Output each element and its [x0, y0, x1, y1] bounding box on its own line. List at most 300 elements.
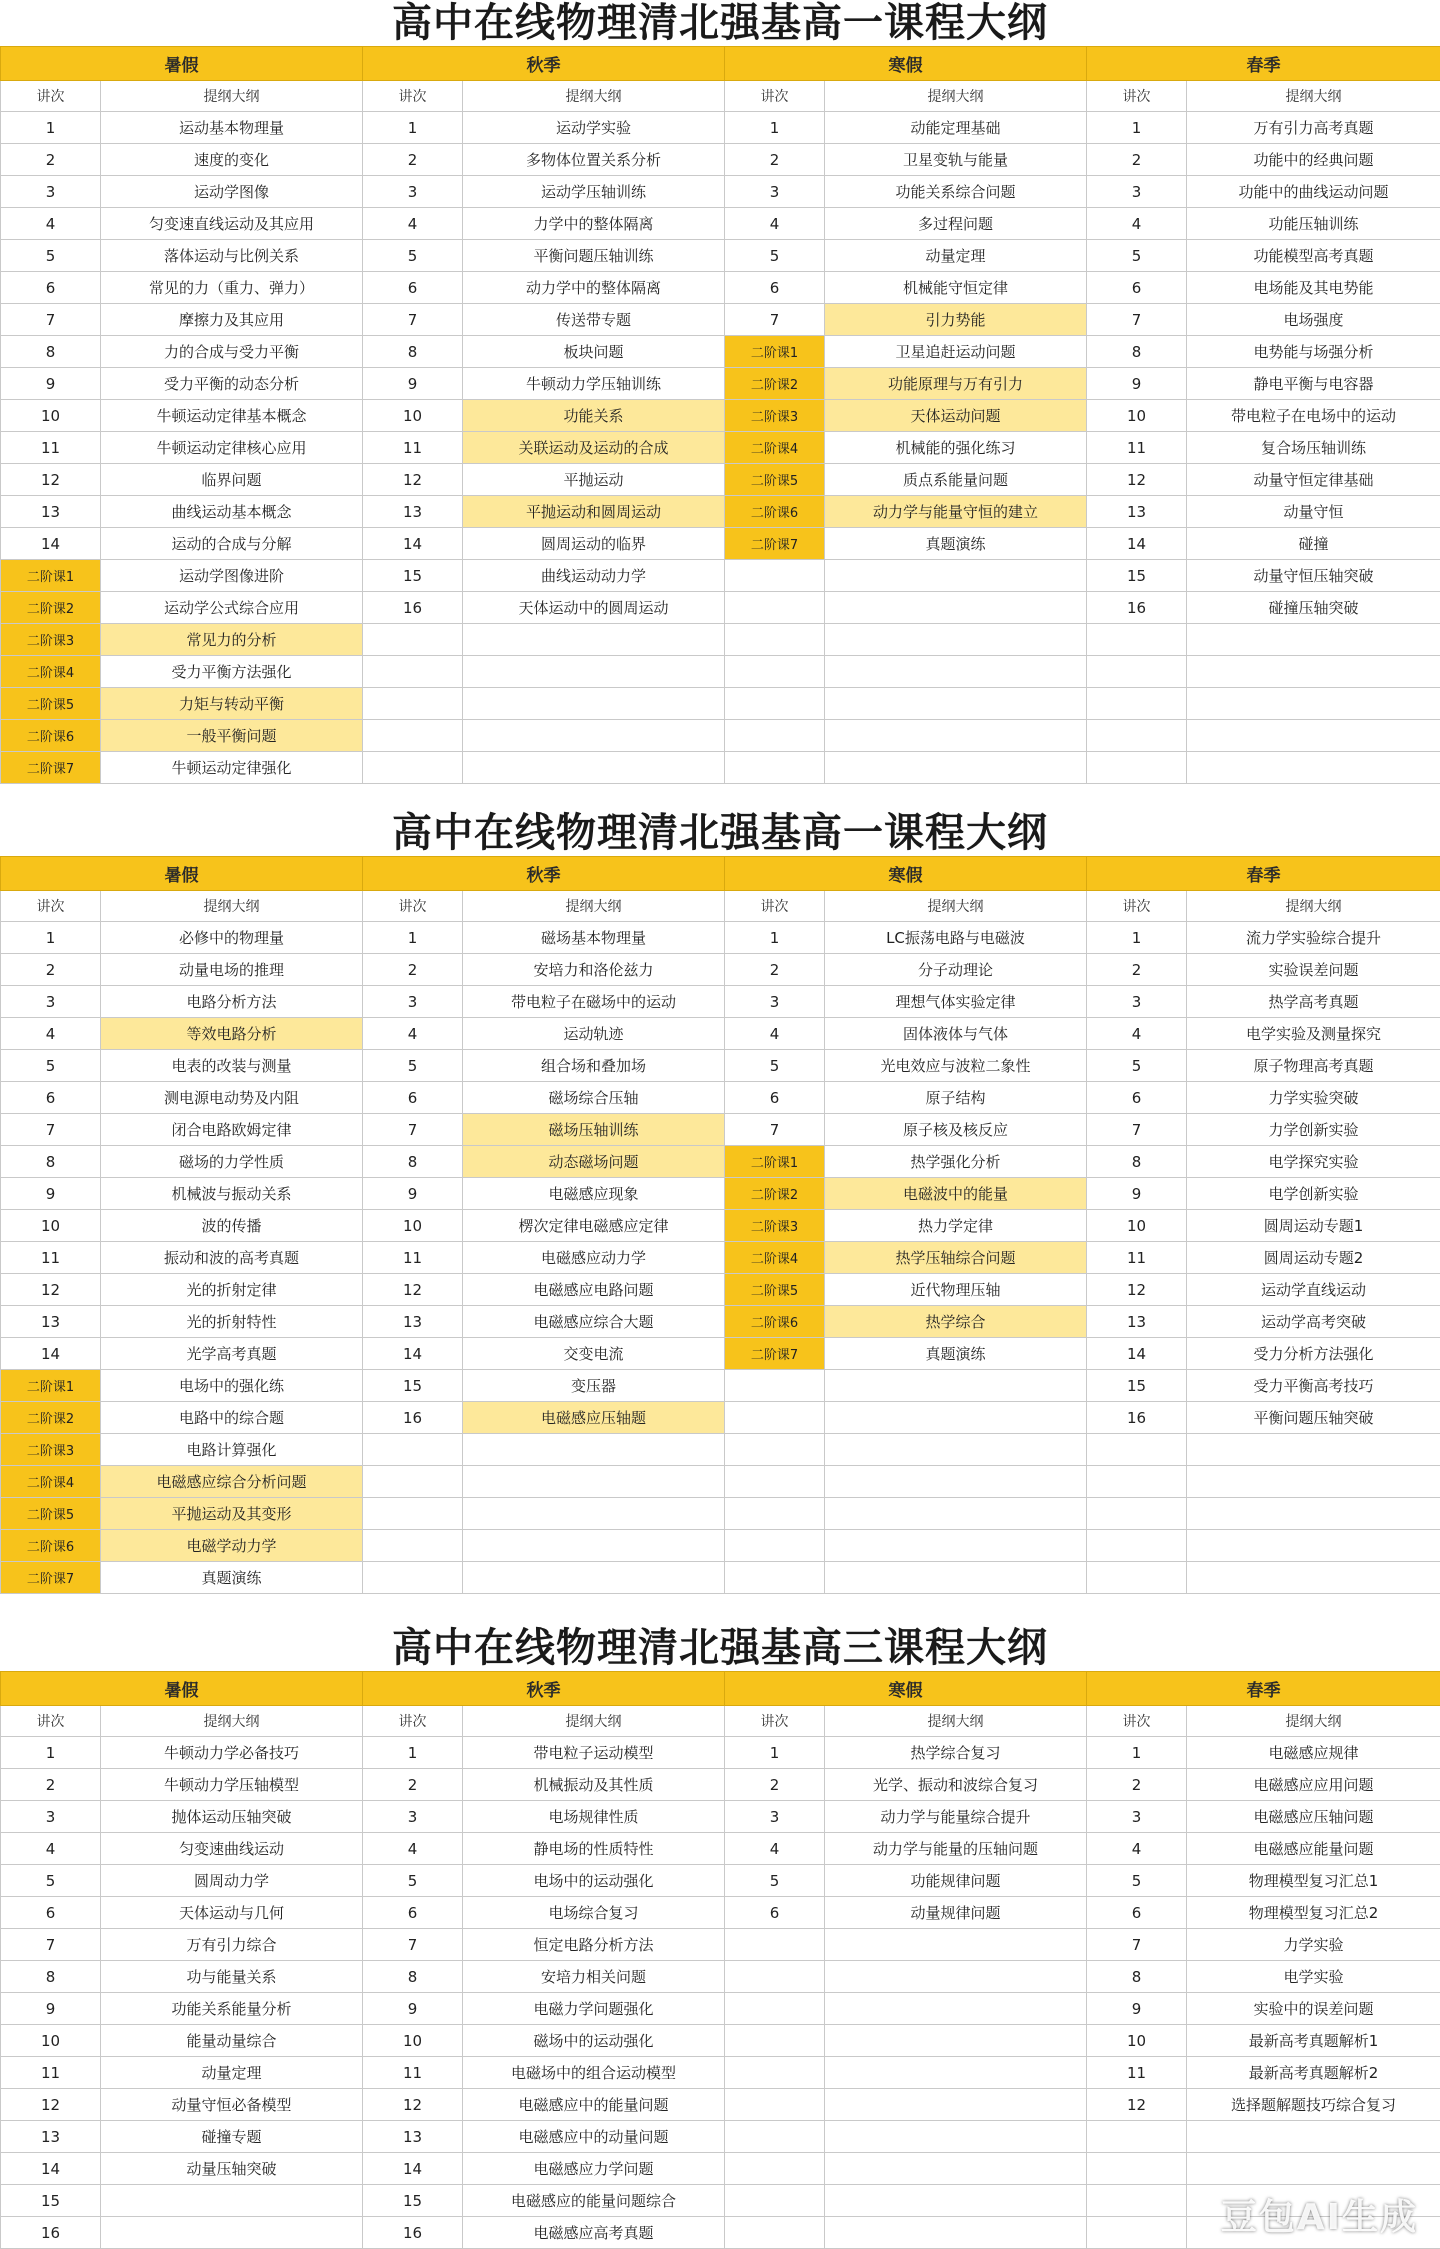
lesson-topic: 组合场和叠加场	[463, 1050, 725, 1082]
lesson-topic	[825, 1562, 1087, 1594]
lesson-topic: 力学实验	[1187, 1929, 1440, 1961]
lesson-number	[363, 688, 463, 720]
course-section	[0, 0, 1440, 784]
lesson-number	[1087, 656, 1187, 688]
lesson-number: 5	[725, 1050, 825, 1082]
lesson-number: 3	[725, 1801, 825, 1833]
lesson-number: 二阶课3	[725, 1210, 825, 1242]
lesson-topic: 功与能量关系	[101, 1961, 363, 1993]
lesson-number: 3	[725, 986, 825, 1018]
lesson-topic: 牛顿运动定律强化	[101, 752, 363, 784]
lesson-number: 6	[1, 272, 101, 304]
lesson-number: 11	[1087, 2057, 1187, 2089]
lesson-number	[725, 1466, 825, 1498]
lesson-topic: 抛体运动压轴突破	[101, 1801, 363, 1833]
lesson-number: 9	[363, 1178, 463, 1210]
lesson-topic	[463, 656, 725, 688]
column-header-num: 讲次	[1, 1706, 101, 1737]
lesson-number: 1	[1, 112, 101, 144]
lesson-number: 12	[1, 464, 101, 496]
lesson-topic: 热学强化分析	[825, 1146, 1087, 1178]
lesson-number: 13	[1, 496, 101, 528]
lesson-topic: 动量守恒压轴突破	[1187, 560, 1440, 592]
season-header: 秋季	[363, 857, 725, 891]
column-header-num: 讲次	[725, 1706, 825, 1737]
lesson-topic: 光学高考真题	[101, 1338, 363, 1370]
table-row	[1, 1018, 1440, 1050]
lesson-topic: 板块问题	[463, 336, 725, 368]
table-row	[1, 1402, 1440, 1434]
lesson-number	[725, 1961, 825, 1993]
lesson-number: 14	[1, 1338, 101, 1370]
table-row	[1, 1562, 1440, 1594]
table-row	[1, 304, 1440, 336]
column-header-topic: 提纲大纲	[1187, 891, 1440, 922]
lesson-topic	[1187, 1498, 1440, 1530]
lesson-number	[1087, 688, 1187, 720]
lesson-number: 11	[1, 2057, 101, 2089]
lesson-number	[725, 1929, 825, 1961]
lesson-number: 7	[1, 1114, 101, 1146]
lesson-topic: 近代物理压轴	[825, 1274, 1087, 1306]
lesson-number: 11	[1087, 432, 1187, 464]
lesson-number: 4	[1, 1833, 101, 1865]
lesson-number: 3	[1, 176, 101, 208]
lesson-number: 10	[363, 2025, 463, 2057]
lesson-number	[363, 1498, 463, 1530]
table-row	[1, 496, 1440, 528]
lesson-topic	[1187, 720, 1440, 752]
lesson-topic: 楞次定律电磁感应定律	[463, 1210, 725, 1242]
lesson-number: 7	[1087, 304, 1187, 336]
lesson-topic: 圆周运动的临界	[463, 528, 725, 560]
lesson-topic: 运动学公式综合应用	[101, 592, 363, 624]
lesson-number	[725, 1530, 825, 1562]
lesson-topic: 多过程问题	[825, 208, 1087, 240]
season-header-row	[1, 857, 1440, 891]
lesson-topic: 变压器	[463, 1370, 725, 1402]
lesson-number: 9	[1, 368, 101, 400]
lesson-topic	[1187, 1466, 1440, 1498]
lesson-topic: 运动轨迹	[463, 1018, 725, 1050]
lesson-number	[1087, 2217, 1187, 2249]
season-header: 春季	[1087, 47, 1440, 81]
table-row	[1, 1114, 1440, 1146]
lesson-topic	[1187, 624, 1440, 656]
lesson-topic: 运动学直线运动	[1187, 1274, 1440, 1306]
lesson-number: 2	[363, 144, 463, 176]
column-header-topic: 提纲大纲	[463, 891, 725, 922]
lesson-topic: 电磁感应压轴题	[463, 1402, 725, 1434]
table-row	[1, 1146, 1440, 1178]
lesson-topic: 牛顿动力学压轴模型	[101, 1769, 363, 1801]
lesson-number: 二阶课1	[1, 560, 101, 592]
lesson-number: 13	[1, 1306, 101, 1338]
lesson-topic: 磁场压轴训练	[463, 1114, 725, 1146]
lesson-number	[1087, 2185, 1187, 2217]
lesson-topic	[101, 2185, 363, 2217]
lesson-number: 15	[1087, 1370, 1187, 1402]
lesson-number: 14	[1, 528, 101, 560]
lesson-topic: 牛顿动力学必备技巧	[101, 1737, 363, 1769]
lesson-number: 3	[1087, 986, 1187, 1018]
lesson-topic: 光电效应与波粒二象性	[825, 1050, 1087, 1082]
lesson-topic: 碰撞	[1187, 528, 1440, 560]
lesson-number: 5	[725, 240, 825, 272]
lesson-number: 7	[1, 1929, 101, 1961]
lesson-topic: 平抛运动及其变形	[101, 1498, 363, 1530]
lesson-number: 二阶课7	[725, 1338, 825, 1370]
lesson-topic: 闭合电路欧姆定律	[101, 1114, 363, 1146]
lesson-topic: 电磁感应应用问题	[1187, 1769, 1440, 1801]
table-row	[1, 1338, 1440, 1370]
column-header-topic: 提纲大纲	[1187, 1706, 1440, 1737]
lesson-number: 1	[1087, 112, 1187, 144]
lesson-topic: 功能中的经典问题	[1187, 144, 1440, 176]
lesson-topic: 天体运动与几何	[101, 1897, 363, 1929]
lesson-topic: 匀变速曲线运动	[101, 1833, 363, 1865]
lesson-topic	[1187, 688, 1440, 720]
season-header: 寒假	[725, 1672, 1087, 1706]
lesson-topic: 动能定理基础	[825, 112, 1087, 144]
lesson-number: 7	[725, 1114, 825, 1146]
lesson-number: 12	[363, 1274, 463, 1306]
lesson-topic: LC振荡电路与电磁波	[825, 922, 1087, 954]
table-row	[1, 1274, 1440, 1306]
lesson-number: 13	[1, 2121, 101, 2153]
lesson-number	[725, 1498, 825, 1530]
lesson-topic: 受力平衡方法强化	[101, 656, 363, 688]
lesson-number: 8	[1087, 1961, 1187, 1993]
lesson-number: 14	[363, 1338, 463, 1370]
lesson-topic: 真题演练	[825, 528, 1087, 560]
lesson-topic	[1187, 1434, 1440, 1466]
lesson-number: 二阶课6	[725, 1306, 825, 1338]
lesson-topic: 平衡问题压轴训练	[463, 240, 725, 272]
lesson-topic	[825, 720, 1087, 752]
lesson-topic: 物理模型复习汇总2	[1187, 1897, 1440, 1929]
lesson-number: 1	[725, 112, 825, 144]
lesson-number	[1087, 752, 1187, 784]
lesson-number	[363, 1530, 463, 1562]
lesson-topic: 带电粒子在电场中的运动	[1187, 400, 1440, 432]
lesson-topic: 动态磁场问题	[463, 1146, 725, 1178]
lesson-topic: 必修中的物理量	[101, 922, 363, 954]
lesson-number: 二阶课4	[725, 432, 825, 464]
lesson-number: 1	[725, 1737, 825, 1769]
lesson-topic: 热力学定律	[825, 1210, 1087, 1242]
column-header-num: 讲次	[1, 891, 101, 922]
lesson-topic: 光的折射定律	[101, 1274, 363, 1306]
lesson-topic: 热学压轴综合问题	[825, 1242, 1087, 1274]
lesson-number: 2	[1087, 954, 1187, 986]
lesson-number: 10	[1, 2025, 101, 2057]
lesson-topic: 原子结构	[825, 1082, 1087, 1114]
lesson-number: 2	[725, 144, 825, 176]
lesson-number: 8	[363, 336, 463, 368]
column-header-topic: 提纲大纲	[463, 81, 725, 112]
table-row	[1, 1801, 1440, 1833]
lesson-topic: 动量电场的推理	[101, 954, 363, 986]
lesson-number: 7	[1, 304, 101, 336]
lesson-topic: 运动学压轴训练	[463, 176, 725, 208]
lesson-topic: 运动学高考突破	[1187, 1306, 1440, 1338]
lesson-topic: 振动和波的高考真题	[101, 1242, 363, 1274]
lesson-number: 二阶课6	[1, 720, 101, 752]
lesson-number	[1087, 2121, 1187, 2153]
lesson-topic: 电磁感应的能量问题综合	[463, 2185, 725, 2217]
lesson-number: 6	[363, 1082, 463, 1114]
lesson-topic	[825, 2121, 1087, 2153]
column-header-topic: 提纲大纲	[101, 1706, 363, 1737]
lesson-number: 12	[1087, 464, 1187, 496]
lesson-number: 13	[1087, 1306, 1187, 1338]
table-row	[1, 2121, 1440, 2153]
lesson-number	[363, 720, 463, 752]
lesson-number: 1	[1087, 1737, 1187, 1769]
lesson-topic: 复合场压轴训练	[1187, 432, 1440, 464]
lesson-number: 8	[1, 1961, 101, 1993]
column-header-topic: 提纲大纲	[1187, 81, 1440, 112]
lesson-number: 2	[1, 954, 101, 986]
lesson-topic: 引力势能	[825, 304, 1087, 336]
lesson-topic: 机械振动及其性质	[463, 1769, 725, 1801]
lesson-topic	[1187, 1562, 1440, 1594]
table-row	[1, 432, 1440, 464]
lesson-topic: 磁场中的运动强化	[463, 2025, 725, 2057]
lesson-number	[725, 1993, 825, 2025]
lesson-number: 8	[363, 1146, 463, 1178]
lesson-number: 二阶课3	[1, 624, 101, 656]
lesson-number: 3	[1087, 1801, 1187, 1833]
lesson-topic: 运动基本物理量	[101, 112, 363, 144]
lesson-number	[1087, 2153, 1187, 2185]
lesson-topic	[1187, 656, 1440, 688]
lesson-topic	[825, 2153, 1087, 2185]
lesson-topic: 电学探究实验	[1187, 1146, 1440, 1178]
table-row	[1, 560, 1440, 592]
section-title: 高中在线物理清北强基高一课程大纲	[0, 0, 1440, 46]
table-row	[1, 1833, 1440, 1865]
lesson-number: 13	[363, 496, 463, 528]
lesson-number: 3	[1, 986, 101, 1018]
table-row	[1, 272, 1440, 304]
lesson-topic: 运动学图像	[101, 176, 363, 208]
course-section	[0, 1625, 1440, 2249]
lesson-number: 11	[363, 432, 463, 464]
lesson-number: 12	[1087, 2089, 1187, 2121]
lesson-topic: 匀变速直线运动及其应用	[101, 208, 363, 240]
lesson-topic: 动量守恒定律基础	[1187, 464, 1440, 496]
lesson-topic: 质点系能量问题	[825, 464, 1087, 496]
lesson-topic	[463, 1434, 725, 1466]
lesson-topic: 电路计算强化	[101, 1434, 363, 1466]
lesson-number: 1	[363, 112, 463, 144]
lesson-topic: 力学实验突破	[1187, 1082, 1440, 1114]
lesson-number: 5	[1087, 1050, 1187, 1082]
lesson-number: 6	[363, 1897, 463, 1929]
lesson-number: 11	[1, 1242, 101, 1274]
lesson-number: 3	[1087, 176, 1187, 208]
lesson-topic: 磁场综合压轴	[463, 1082, 725, 1114]
table-row	[1, 720, 1440, 752]
season-header: 春季	[1087, 857, 1440, 891]
lesson-topic: 电磁感应现象	[463, 1178, 725, 1210]
column-header-num: 讲次	[1087, 81, 1187, 112]
table-row	[1, 2089, 1440, 2121]
lesson-number: 6	[1087, 1897, 1187, 1929]
lesson-topic: 天体运动问题	[825, 400, 1087, 432]
lesson-number: 二阶课6	[1, 1530, 101, 1562]
lesson-number: 7	[363, 1929, 463, 1961]
lesson-number: 二阶课7	[1, 752, 101, 784]
lesson-number: 5	[1, 1050, 101, 1082]
syllabus-table	[0, 856, 1440, 1594]
lesson-number: 5	[1087, 1865, 1187, 1897]
lesson-topic: 力矩与转动平衡	[101, 688, 363, 720]
lesson-number	[725, 2217, 825, 2249]
lesson-topic: 实验中的误差问题	[1187, 1993, 1440, 2025]
lesson-topic: 摩擦力及其应用	[101, 304, 363, 336]
lesson-topic: 电磁感应高考真题	[463, 2217, 725, 2249]
season-header: 暑假	[1, 47, 363, 81]
lesson-topic: 受力平衡的动态分析	[101, 368, 363, 400]
column-header-topic: 提纲大纲	[825, 1706, 1087, 1737]
lesson-topic: 分子动理论	[825, 954, 1087, 986]
lesson-topic: 动量守恒	[1187, 496, 1440, 528]
lesson-topic: 动量守恒必备模型	[101, 2089, 363, 2121]
lesson-number: 6	[1087, 1082, 1187, 1114]
table-row	[1, 986, 1440, 1018]
lesson-topic: 真题演练	[825, 1338, 1087, 1370]
season-header: 暑假	[1, 857, 363, 891]
lesson-topic: 最新高考真题解析1	[1187, 2025, 1440, 2057]
lesson-number: 7	[725, 304, 825, 336]
lesson-topic: 流力学实验综合提升	[1187, 922, 1440, 954]
lesson-topic: 安培力和洛伦兹力	[463, 954, 725, 986]
season-header-row	[1, 1672, 1440, 1706]
lesson-topic: 功能压轴训练	[1187, 208, 1440, 240]
lesson-number: 16	[1, 2217, 101, 2249]
lesson-topic	[1187, 2153, 1440, 2185]
lesson-number	[725, 2121, 825, 2153]
table-row	[1, 1210, 1440, 1242]
lesson-number: 二阶课6	[725, 496, 825, 528]
lesson-topic: 电场规律性质	[463, 1801, 725, 1833]
lesson-number: 10	[1087, 2025, 1187, 2057]
table-row	[1, 1993, 1440, 2025]
lesson-number: 10	[1087, 400, 1187, 432]
lesson-number: 15	[1, 2185, 101, 2217]
lesson-topic: 机械能的强化练习	[825, 432, 1087, 464]
lesson-number: 15	[363, 1370, 463, 1402]
table-row	[1, 336, 1440, 368]
lesson-number: 11	[1, 432, 101, 464]
lesson-topic: 静电场的性质特性	[463, 1833, 725, 1865]
lesson-topic: 电磁场中的组合运动模型	[463, 2057, 725, 2089]
lesson-topic: 电磁波中的能量	[825, 1178, 1087, 1210]
lesson-topic: 最新高考真题解析2	[1187, 2057, 1440, 2089]
lesson-topic	[825, 2217, 1087, 2249]
lesson-topic: 一般平衡问题	[101, 720, 363, 752]
lesson-number: 4	[1, 208, 101, 240]
lesson-number: 6	[1, 1897, 101, 1929]
lesson-topic: 平抛运动	[463, 464, 725, 496]
lesson-topic: 电路中的综合题	[101, 1402, 363, 1434]
lesson-number: 二阶课3	[725, 400, 825, 432]
lesson-number: 9	[1, 1178, 101, 1210]
lesson-number: 5	[1, 240, 101, 272]
lesson-number: 15	[363, 2185, 463, 2217]
lesson-number: 10	[1087, 1210, 1187, 1242]
syllabus-table	[0, 1671, 1440, 2249]
lesson-number: 二阶课1	[725, 1146, 825, 1178]
lesson-topic: 动力学中的整体隔离	[463, 272, 725, 304]
lesson-number: 二阶课7	[1, 1562, 101, 1594]
lesson-topic: 曲线运动动力学	[463, 560, 725, 592]
lesson-topic	[463, 1498, 725, 1530]
column-header-topic: 提纲大纲	[101, 891, 363, 922]
lesson-number	[725, 2057, 825, 2089]
season-header: 暑假	[1, 1672, 363, 1706]
lesson-topic	[825, 656, 1087, 688]
lesson-number: 二阶课1	[725, 336, 825, 368]
lesson-number: 二阶课4	[1, 1466, 101, 1498]
lesson-topic	[463, 624, 725, 656]
lesson-topic	[101, 2217, 363, 2249]
lesson-number: 16	[363, 2217, 463, 2249]
lesson-number: 二阶课2	[1, 592, 101, 624]
table-row	[1, 1242, 1440, 1274]
lesson-number: 10	[363, 1210, 463, 1242]
lesson-number: 4	[725, 208, 825, 240]
lesson-number	[725, 1434, 825, 1466]
table-row	[1, 176, 1440, 208]
lesson-number: 5	[1, 1865, 101, 1897]
lesson-topic: 动力学与能量综合提升	[825, 1801, 1087, 1833]
lesson-topic: 热学高考真题	[1187, 986, 1440, 1018]
lesson-number: 9	[363, 1993, 463, 2025]
lesson-topic: 电磁力学问题强化	[463, 1993, 725, 2025]
lesson-number	[725, 1370, 825, 1402]
lesson-topic	[825, 1993, 1087, 2025]
lesson-topic: 功能规律问题	[825, 1865, 1087, 1897]
lesson-topic: 碰撞压轴突破	[1187, 592, 1440, 624]
lesson-topic: 力学创新实验	[1187, 1114, 1440, 1146]
lesson-topic	[825, 752, 1087, 784]
lesson-number: 12	[1, 2089, 101, 2121]
lesson-number: 6	[1, 1082, 101, 1114]
column-header-num: 讲次	[725, 81, 825, 112]
lesson-number: 2	[1087, 144, 1187, 176]
column-header-topic: 提纲大纲	[825, 81, 1087, 112]
lesson-topic: 电学实验	[1187, 1961, 1440, 1993]
lesson-topic: 电磁感应综合分析问题	[101, 1466, 363, 1498]
table-row	[1, 1737, 1440, 1769]
lesson-number: 8	[363, 1961, 463, 1993]
lesson-number: 3	[725, 176, 825, 208]
lesson-topic: 力的合成与受力平衡	[101, 336, 363, 368]
lesson-topic: 动力学与能量守恒的建立	[825, 496, 1087, 528]
lesson-number: 二阶课2	[1, 1402, 101, 1434]
table-row	[1, 112, 1440, 144]
lesson-number: 4	[725, 1833, 825, 1865]
lesson-number	[1087, 624, 1187, 656]
lesson-number: 14	[363, 2153, 463, 2185]
lesson-number: 12	[1, 1274, 101, 1306]
lesson-number: 4	[725, 1018, 825, 1050]
lesson-number: 2	[1, 1769, 101, 1801]
